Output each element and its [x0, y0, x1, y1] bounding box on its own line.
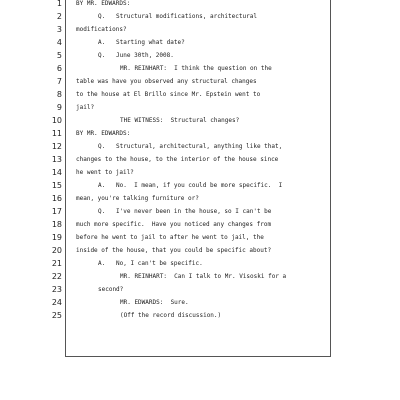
line-text: changes to the house, to the interior of the house since: [76, 156, 279, 163]
transcript-line: [0, 244, 400, 257]
line-number: 5: [56, 51, 62, 60]
transcript-line: [0, 101, 400, 114]
bottom-margin-rule: [65, 356, 331, 357]
transcript-line: [0, 296, 400, 309]
transcript-line: [0, 205, 400, 218]
line-text: jail?: [76, 104, 95, 111]
transcript-line: [0, 10, 400, 23]
transcript-line: [0, 62, 400, 75]
line-text: mean, you're talking furniture or?: [76, 195, 199, 202]
line-text: Q. Structural, architectural, anything like that,: [98, 143, 283, 150]
transcript-line: [0, 88, 400, 101]
line-text: he went to jail?: [76, 169, 134, 176]
transcript-line: [0, 0, 400, 10]
line-number: 14: [51, 168, 62, 177]
line-number: 12: [51, 142, 62, 151]
line-text: MR. REINHART: Can I talk to Mr. Visoski for a: [120, 273, 287, 280]
transcript-line: [0, 231, 400, 244]
line-number: 7: [56, 77, 62, 86]
line-text: MR. EDWARDS: Sure.: [120, 299, 189, 306]
line-number: 21: [51, 259, 62, 268]
line-number: 20: [51, 246, 62, 255]
transcript-line: [0, 192, 400, 205]
line-text: A. Starting what date?: [98, 39, 185, 46]
line-text: (Off the record discussion.): [120, 312, 222, 319]
line-number: 17: [51, 207, 62, 216]
transcript-line: [0, 153, 400, 166]
line-text: before he went to jail to after he went to jail, the: [76, 234, 264, 241]
transcript-line: [0, 283, 400, 296]
line-text: THE WITNESS: Structural changes?: [120, 117, 240, 124]
line-text: Q. June 30th, 2008.: [98, 52, 174, 59]
line-text: modifications?: [76, 26, 127, 33]
line-number: 11: [51, 129, 62, 138]
line-text: table was have you observed any structural changes: [76, 78, 257, 85]
line-number: 22: [51, 272, 62, 281]
line-number: 19: [51, 233, 62, 242]
transcript-line: [0, 179, 400, 192]
line-number: 8: [56, 90, 62, 99]
transcript-line: [0, 23, 400, 36]
transcript-line: [0, 257, 400, 270]
line-text: BY MR. EDWARDS:: [76, 0, 131, 7]
line-number: 15: [51, 181, 62, 190]
line-number: 13: [51, 155, 62, 164]
transcript-line: [0, 218, 400, 231]
line-text: A. No. I mean, if you could be more specific. I: [98, 182, 283, 189]
transcript-line: [0, 49, 400, 62]
line-text: BY MR. EDWARDS:: [76, 130, 131, 137]
line-text: A. No, I can't be specific.: [98, 260, 203, 267]
line-text: Q. I've never been in the house, so I can't be: [98, 208, 272, 215]
transcript-line: [0, 114, 400, 127]
line-number: 9: [56, 103, 62, 112]
line-text: to the house at El Brillo since Mr. Epstein went to: [76, 91, 261, 98]
line-text: second?: [98, 286, 124, 293]
transcript-line: [0, 270, 400, 283]
line-number: 25: [51, 311, 62, 320]
transcript-line: [0, 140, 400, 153]
line-number: 3: [56, 25, 62, 34]
line-text: Q. Structural modifications, architectural: [98, 13, 257, 20]
line-number: 6: [56, 64, 62, 73]
transcript-line: [0, 127, 400, 140]
line-text: inside of the house, that you could be specific about?: [76, 247, 272, 254]
line-number: 10: [51, 116, 62, 125]
line-text: MR. REINHART: I think the question on the: [120, 65, 272, 72]
line-number: 23: [51, 285, 62, 294]
transcript-line: [0, 36, 400, 49]
line-number: 24: [51, 298, 62, 307]
line-text: much more specific. Have you noticed any changes from: [76, 221, 272, 228]
transcript-line: [0, 309, 400, 322]
transcript-line: [0, 166, 400, 179]
line-number: 2: [56, 12, 62, 21]
line-number: 16: [51, 194, 62, 203]
line-number: 18: [51, 220, 62, 229]
transcript-line: [0, 75, 400, 88]
line-number: 1: [56, 0, 62, 8]
line-number: 4: [56, 38, 62, 47]
